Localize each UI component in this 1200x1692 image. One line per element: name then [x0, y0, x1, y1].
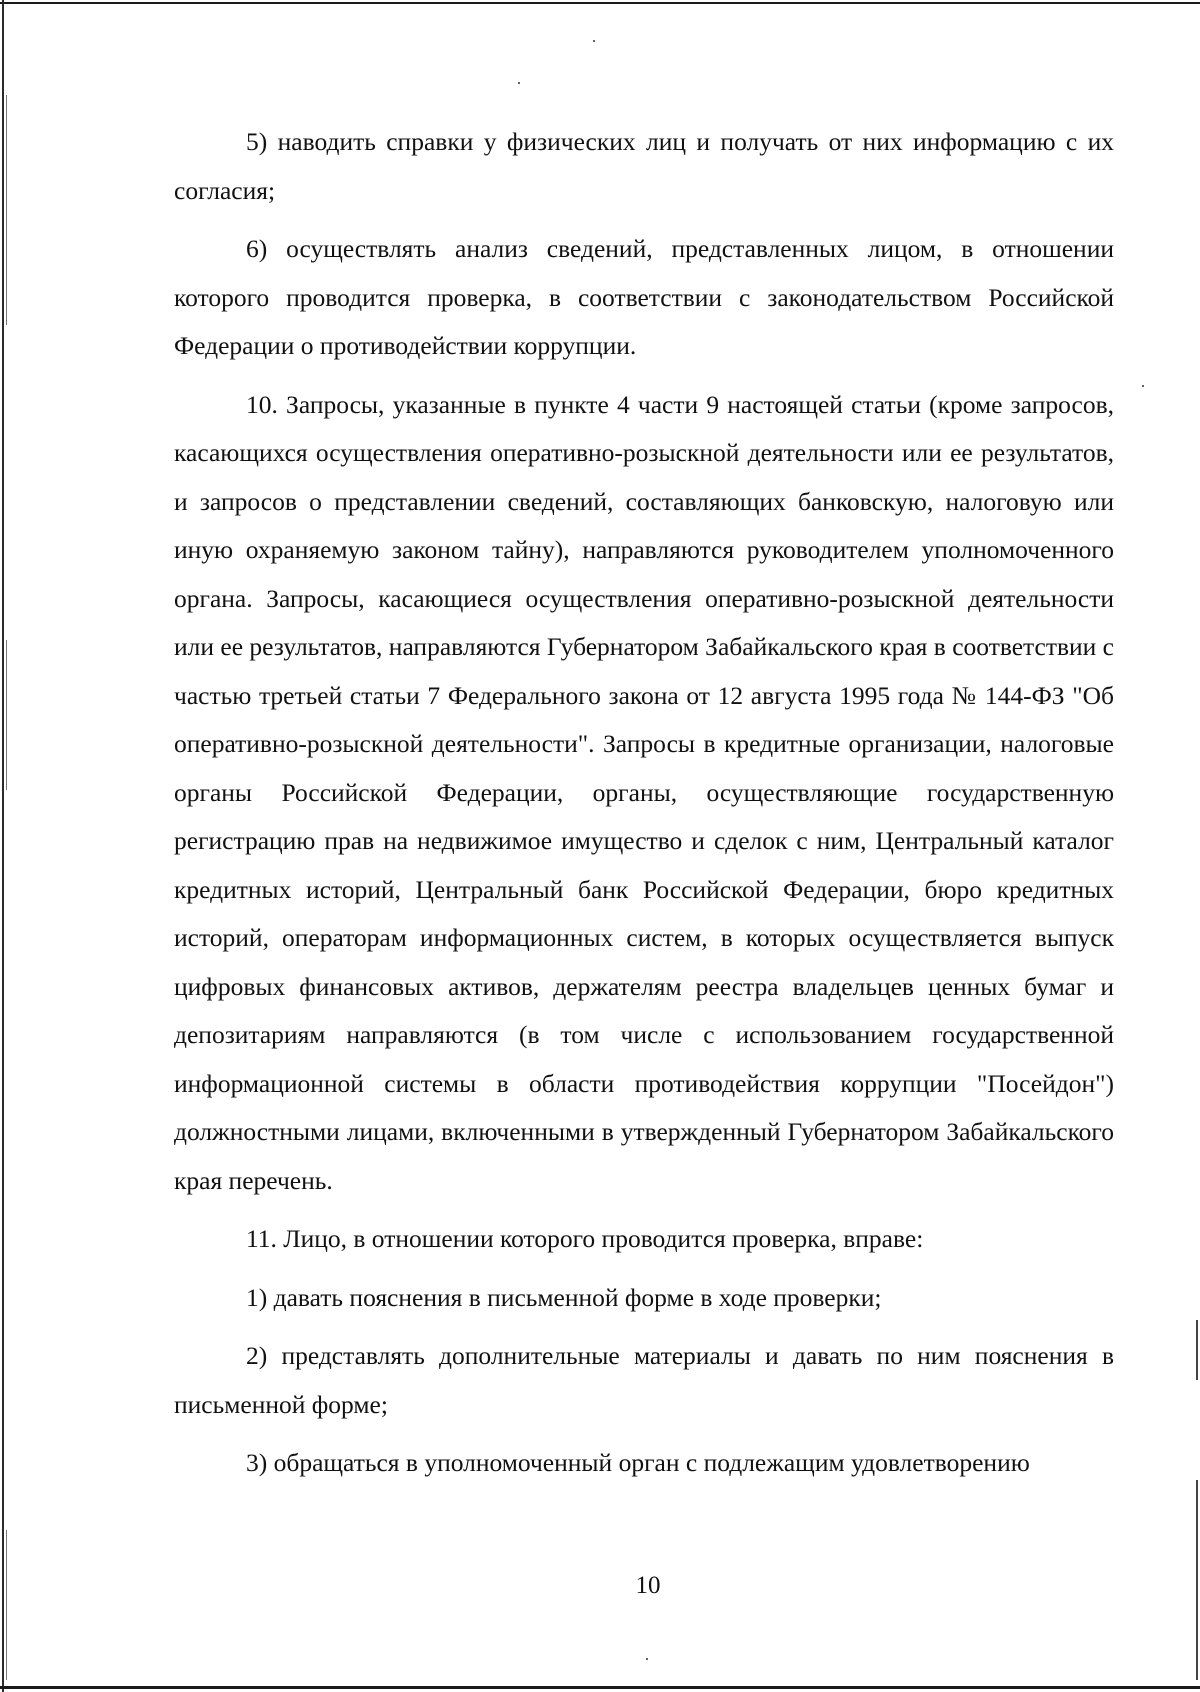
scan-artifact [6, 640, 7, 790]
paragraph: 5) наводить справки у физических лиц и получать от них информацию с их согласия; [174, 127, 1114, 205]
paragraph: 2) представлять дополнительные материалы и давать по ним пояснения в письменной форме; [174, 1341, 1114, 1419]
scan-speck [518, 82, 520, 84]
scan-speck [593, 40, 595, 42]
paragraph: 1) давать пояснения в письменной форме в ходе проверки; [246, 1282, 882, 1312]
paragraph: 6) осуществлять анализ сведений, представленных лицом, в отношении которого проводится проверка, в соответствии с законодательством Российской Федерации о противодействии коррупции. [174, 234, 1114, 360]
page-number: 10 [635, 1572, 661, 1599]
document-body [174, 118, 1114, 1498]
paragraph: 10. Запросы, указанные в пункте 4 части 9 настоящей статьи (кроме запросов, касающихся осуществления оперативно-розыскной деятельности или ее результатов, и запросов о представлении сведений, составляющих банковскую, налоговую или иную охраняемую законом тайну), направляются руководителем уполномоченного органа. Запросы, касающиеся осуществления оперативно-розыскной деятельности или ее результатов, направляются Губернатором Забайкальского края в соответствии с частью третьей статьи 7 Федерального закона от 12 августа 1995 года № 144-ФЗ "Об оперативно-розыскной деятельности". Запросы в кредитные организации, налоговые органы Российской Федерации, органы, осуществляющие государственную регистрацию прав на недвижимое имущество и сделок с ним, Центральный каталог кредитных историй, Центральный банк Российской Федерации, бюро кредитных историй, операторам информационных систем, в которых осуществляется выпуск цифровых финансовых активов, держателям реестра владельцев ценных бумаг и депозитариям направляются (в том числе с использованием государственной информационной системы в области противодействия коррупции "Посейдон") должностными лицами, включенными в утвержденный Губернатором Забайкальского края перечень. [174, 389, 1114, 1195]
scan-artifact [6, 95, 7, 325]
scan-border-left [2, 0, 4, 1692]
paragraph: 11. Лицо, в отношении которого проводится проверка, вправе: [246, 1224, 924, 1253]
scan-artifact [1196, 1320, 1198, 1380]
scan-border-top [0, 2, 1200, 4]
paragraph: 3) обращаться в уполномоченный орган с подлежащим удовлетворению [246, 1448, 1030, 1477]
scan-speck [1142, 385, 1144, 387]
scan-speck [646, 1658, 648, 1660]
scan-border-bottom [0, 1686, 1200, 1689]
